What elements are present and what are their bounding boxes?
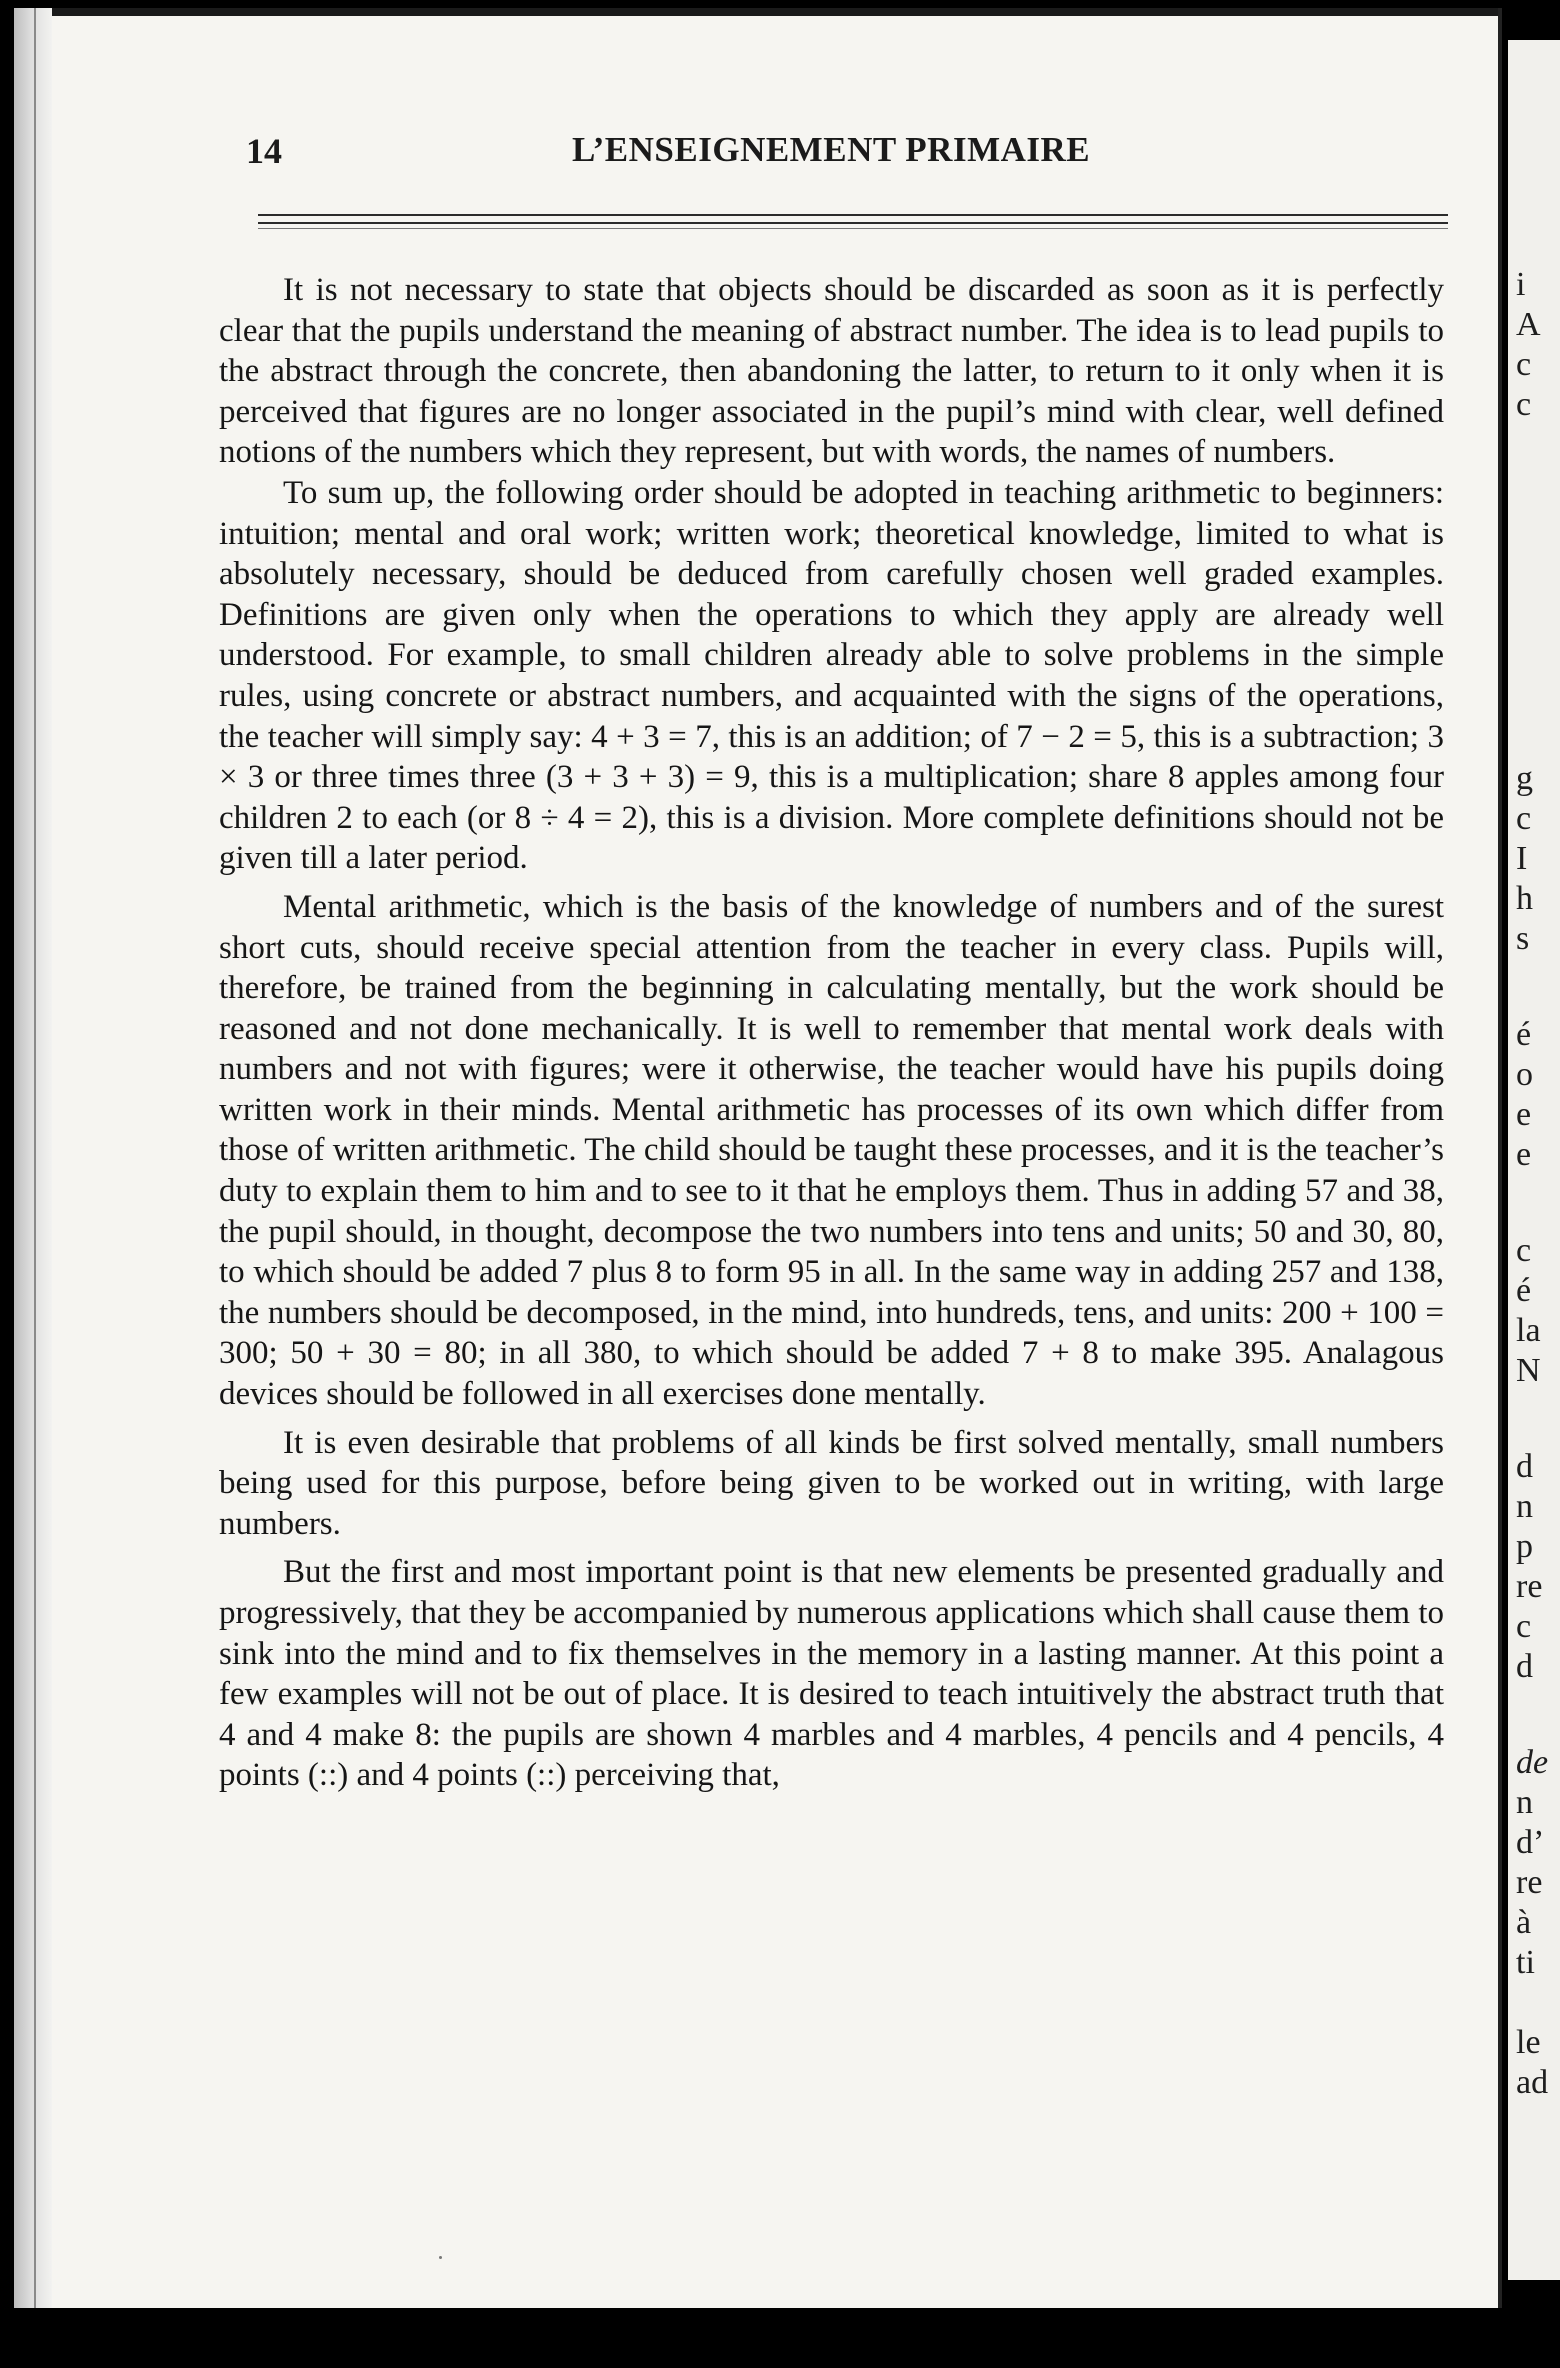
adjacent-page-fragment: le bbox=[1516, 2024, 1541, 2061]
adjacent-page-fragment: i bbox=[1516, 266, 1526, 303]
header-rule-bottom bbox=[258, 228, 1448, 229]
adjacent-page-fragment: h bbox=[1516, 880, 1533, 917]
adjacent-page-sliver bbox=[1508, 40, 1560, 2280]
adjacent-page-fragment: c bbox=[1516, 346, 1532, 383]
adjacent-page-fragment: ti bbox=[1516, 1944, 1535, 1981]
adjacent-page-fragment: c bbox=[1516, 386, 1532, 423]
body-text bbox=[219, 270, 1444, 1796]
adjacent-page-fragment: re bbox=[1516, 1864, 1543, 1901]
page-top-edge bbox=[14, 8, 1498, 16]
header-rule-middle bbox=[258, 222, 1448, 224]
adjacent-page-fragment: de bbox=[1516, 1744, 1549, 1781]
adjacent-page-fragment: A bbox=[1516, 306, 1541, 343]
adjacent-page-fragment: d bbox=[1516, 1448, 1533, 1485]
adjacent-page-fragment: s bbox=[1516, 920, 1530, 957]
adjacent-page-fragment: d bbox=[1516, 1648, 1533, 1685]
adjacent-page-fragment: e bbox=[1516, 1136, 1532, 1173]
adjacent-page-fragment: o bbox=[1516, 1056, 1533, 1093]
adjacent-page-fragment: re bbox=[1516, 1568, 1543, 1605]
adjacent-page-fragment: c bbox=[1516, 1608, 1532, 1645]
adjacent-page-fragment: d’ bbox=[1516, 1824, 1545, 1861]
running-title: L’ENSEIGNEMENT PRIMAIRE bbox=[572, 130, 1091, 169]
page-gutter-edge bbox=[14, 8, 52, 2308]
adjacent-page-fragment: I bbox=[1516, 840, 1528, 877]
book-page bbox=[14, 8, 1502, 2308]
adjacent-page-fragment: é bbox=[1516, 1272, 1532, 1309]
header-rule-top bbox=[258, 214, 1448, 216]
adjacent-page-fragment: e bbox=[1516, 1096, 1532, 1133]
adjacent-page-fragment: n bbox=[1516, 1784, 1533, 1821]
page-number: 14 bbox=[246, 131, 282, 171]
running-head bbox=[246, 130, 1446, 180]
adjacent-page-fragment: c bbox=[1516, 800, 1532, 837]
adjacent-page-fragment: g bbox=[1516, 760, 1533, 797]
paper-speck bbox=[439, 2256, 442, 2259]
adjacent-page-fragment: la bbox=[1516, 1312, 1541, 1349]
adjacent-page-fragment: N bbox=[1516, 1352, 1541, 1389]
paragraph-new-elements: But the first and most important point is that new elements be presented gradually and progressively, that they be accompanied by numerous applications which shall cause them to sink into the mind and to fix themselves in the memory in a lasting manner. At this point a few examples will not be out of place. It is desired to teach intuitively the abstract truth that 4 and 4 make 8: the pupils are shown 4 marbles and 4 marbles, 4 pencils and 4 pencils, 4 points (::) and 4 points (::) perceiving that, bbox=[219, 1554, 1444, 1794]
paragraph-mental-arithmetic: Mental arithmetic, which is the basis of the knowledge of numbers and of the surest short cuts, should receive special attention from the teacher in every class. Pupils will, therefore, be trained from the beginning in calculating mentally, but the work should be reasoned and not done mechanically. It is well to remember that mental work deals with numbers and not with figures; were it otherwise, the teacher would have his pupils doing written work in their minds. Mental arithmetic has processes of its own which differ from those of written arithmetic. The child should be taught these processes, and it is the teacher’s duty to explain them to him and to see to it that he employs them. Thus in adding 57 and 38, the pupil should, in thought, decompose the two numbers into tens and units; 50 and 30, 80, to which should be added 7 plus 8 to form 95 in all. In the same way in adding 257 and 138, the numbers should be decomposed, in the mind, into hundreds, tens, and units: 200 + 100 = 300; 50 + 30 = 80; in all 380, to which should be added 7 + 8 to make 395. Analagous devices should be followed in all exercises done mentally. bbox=[219, 888, 1444, 1413]
adjacent-page-fragment: p bbox=[1516, 1528, 1533, 1565]
adjacent-page-fragment: c bbox=[1516, 1232, 1532, 1269]
paragraph-objects-discarded: It is not necessary to state that objects should be discarded as soon as it is perfectly clear that the pupils understand the meaning of abstract number. The idea is to lead pupils to the abstract through the concrete, then abandoning the latter, to return to it only when it is perceived that figures are no longer associated in the pupil’s mind with clear, well defined notions of the numbers which they represent, but with words, the names of numbers. bbox=[219, 272, 1444, 471]
paragraph-order-of-teaching: To sum up, the following order should be adopted in teaching arithmetic to beginners: intuition; mental and oral work; written work; theoretical knowledge, limited to what is absolutely necessary, should be deduced from carefully chosen well graded examples. Definitions are given only when the operations to which they apply are already well understood. For example, to small children already able to solve problems in the simple rules, using concrete or abstract numbers, and acquainted with the signs of the operations, the teacher will simply say: 4 + 3 = 7, this is an addition; of 7 − 2 = 5, this is a subtraction; 3 × 3 or three times three (3 + 3 + 3) = 9, this is a multiplication; share 8 apples among four children 2 to each (or 8 ÷ 4 = 2), this is a division. More complete definitions should not be given till a later period. bbox=[219, 474, 1444, 877]
adjacent-page-fragment: n bbox=[1516, 1488, 1533, 1525]
adjacent-page-fragment: é bbox=[1516, 1016, 1532, 1053]
adjacent-page-fragment: ad bbox=[1516, 2064, 1549, 2101]
adjacent-page-fragment: à bbox=[1516, 1904, 1532, 1941]
paragraph-problems-mentally: It is even desirable that problems of all kinds be first solved mentally, small numbers being used for this purpose, before being given to be worked out in writing, with large numbers. bbox=[219, 1424, 1444, 1542]
